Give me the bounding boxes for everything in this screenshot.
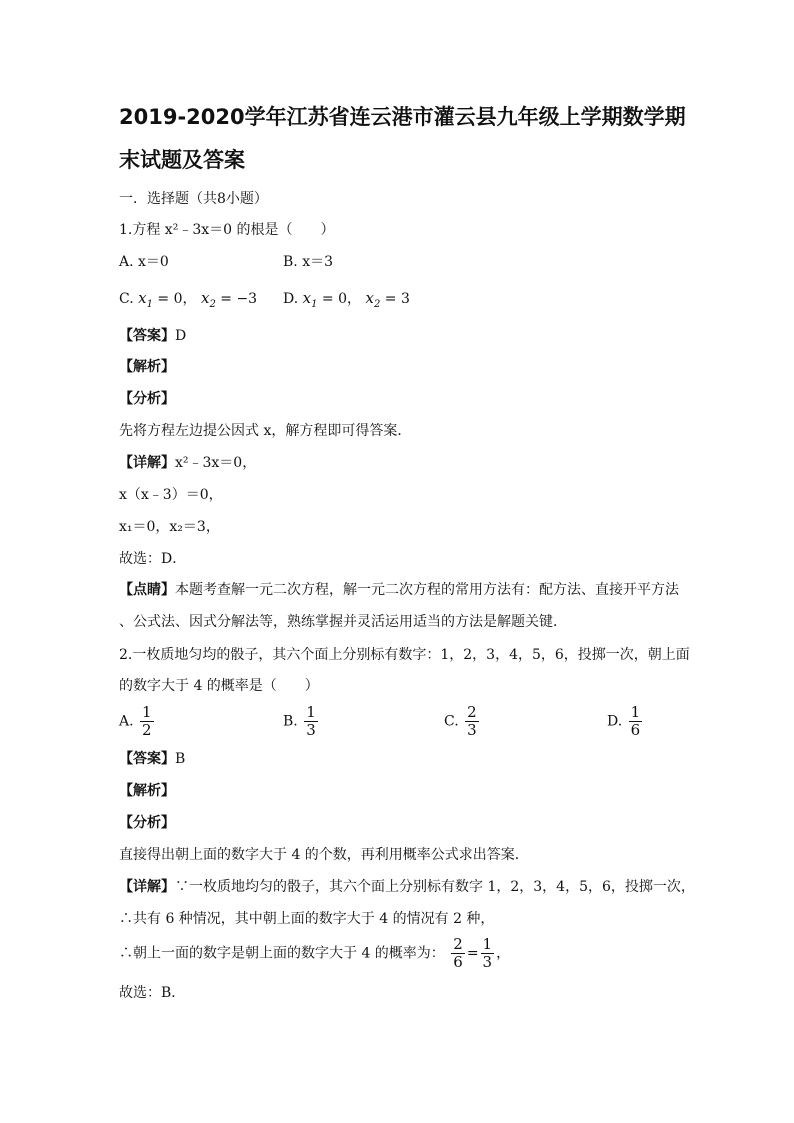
q1-option-b: B. x＝3 — [283, 254, 333, 270]
q2-result-fraction-2: $\frac{1}{3}$ — [482, 935, 493, 971]
q2-conclusion: 故选：B． — [119, 985, 186, 1001]
q2-result-fraction-1: $\frac{2}{6}$ — [453, 935, 463, 971]
q2-stem-line2: 的数字大于 4 的概率是（ ） — [119, 678, 319, 694]
q1-option-d: D. $x_1 = 0$， $x_2 = 3$ — [283, 289, 410, 310]
q1-note-line2: 、公式法、因式分解法等，熟练掌握并灵活运用适当的方法是解题关键． — [119, 614, 567, 630]
q1-detail-step2: x（x﹣3）＝0， — [119, 487, 223, 503]
q1-option-a: A. x＝0 — [119, 254, 169, 270]
q1-option-d-label: D. — [283, 291, 299, 307]
doc-title-line1: 2019-2020学年江苏省连云港市灌云县九年级上学期数学期 — [119, 105, 686, 129]
q2-b-fraction: $\frac{1}{3}$ — [306, 703, 316, 739]
q2-answer: 【答案】B — [119, 751, 186, 767]
q2-option-c: C. $\frac{2}{3}$ — [444, 703, 477, 739]
q2-analysis: 直接得出朝上面的数字大于 4 的个数，再利用概率公式求出答案． — [119, 847, 529, 863]
q2-d-fraction: $\frac{1}{6}$ — [630, 703, 641, 739]
q2-option-b: B. $\frac{1}{3}$ — [283, 703, 316, 739]
q1-detail-step1: 【详解】x²﹣3x＝0， — [119, 455, 257, 471]
q1-fenxi-tag: 【分析】 — [119, 391, 175, 407]
q2-option-a: A. $\frac{1}{2}$ — [119, 703, 152, 739]
q1-answer: 【答案】D — [119, 328, 187, 344]
q2-stem-line1: 2.一枚质地匀均的骰子，其六个面上分别标有数字：1，2，3，4，5，6，投掷一次，朝上面 — [119, 647, 690, 663]
q1-d-x1: $x_1$ — [302, 289, 318, 310]
q1-c-x1: $x_1$ — [138, 289, 153, 310]
q1-c-x2: $x_2$ — [200, 289, 216, 310]
q2-fenxi-tag: 【分析】 — [119, 815, 175, 831]
q2-option-d: D. $\frac{1}{6}$ — [607, 703, 641, 739]
q2-detail-line1: 【详解】∵一枚质地均匀的骰子，其六个面上分别标有数字 1，2，3，4，5，6，投掷一次， — [119, 879, 695, 895]
q1-jiexi-tag: 【解析】 — [119, 359, 175, 375]
q2-c-fraction: $\frac{2}{3}$ — [467, 703, 477, 739]
q1-analysis: 先将方程左边提公因式 x，解方程即可得答案． — [119, 423, 412, 439]
q1-option-c: C. $x_1 = 0$， $x_2 = -3$ — [119, 289, 258, 310]
q1-option-c-label: C. — [119, 291, 134, 307]
doc-title-line2: 末试题及答案 — [119, 148, 245, 172]
q2-detail-line3: ∴朝上一面的数字是朝上面的数字大于 4 的概率为： $\frac{2}{6}$ = $\frac{1}{3}$ ， — [119, 935, 511, 971]
q1-detail-step3: x₁＝0，x₂＝3， — [119, 519, 220, 535]
q2-jiexi-tag: 【解析】 — [119, 783, 175, 799]
q2-detail-line2: ∴共有 6 种情况，其中朝上面的数字大于 4 的情况有 2 种， — [119, 911, 495, 927]
section-heading: 一．选择题（共8小题） — [119, 191, 268, 207]
q1-stem: 1.方程 x²﹣3x＝0 的根是（ ） — [119, 222, 335, 238]
q2-a-fraction: $\frac{1}{2}$ — [142, 703, 152, 739]
q1-d-x2: $x_2$ — [365, 289, 381, 310]
q1-note-line1: 【点睛】本题考查解一元二次方程，解一元二次方程的常用方法有：配方法、直接开平方法 — [119, 582, 679, 598]
q1-conclusion: 故选：D． — [119, 551, 187, 567]
